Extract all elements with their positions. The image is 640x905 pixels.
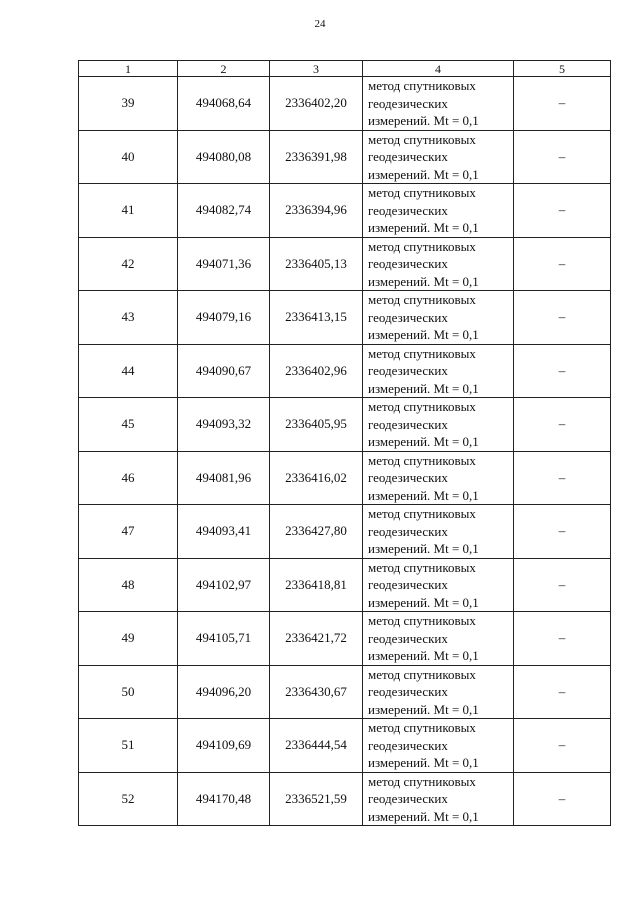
x-coordinate-cell: 494082,74 (178, 184, 270, 238)
method-line: метод спутниковых (368, 613, 476, 628)
y-coordinate-cell: 2336402,96 (270, 344, 363, 398)
x-coordinate-cell: 494093,32 (178, 398, 270, 452)
method-line: геодезических (368, 737, 448, 753)
method-line: измерений. Mt = 0,1 (368, 166, 479, 182)
method-cell (363, 237, 514, 291)
method-cell (363, 451, 514, 505)
point-number-cell: 44 (79, 344, 178, 398)
extra-cell: – (514, 130, 611, 184)
header-col-1: 1 (79, 61, 178, 77)
method-line: метод спутниковых (368, 131, 476, 147)
coordinates-table (78, 60, 611, 826)
method-line: метод спутниковых (368, 559, 476, 575)
method-line: измерений. Mt = 0,1 (368, 273, 479, 289)
y-coordinate-cell: 2336413,15 (270, 291, 363, 345)
method-line: измерений. Mt = 0,1 (368, 434, 479, 449)
method-cell (363, 505, 514, 559)
method-line: геодезических (368, 416, 448, 432)
extra-cell: – (514, 505, 611, 559)
point-number-cell: 48 (79, 558, 178, 612)
method-line: метод спутниковых (368, 773, 476, 789)
extra-cell: – (514, 451, 611, 505)
method-line: геодезических (368, 309, 448, 325)
method-line: метод спутниковых (368, 78, 476, 93)
table-row (79, 612, 611, 666)
table-row (79, 719, 611, 773)
header-row (79, 61, 611, 77)
method-cell (363, 184, 514, 238)
point-number-cell: 43 (79, 291, 178, 345)
method-line: геодезических (368, 684, 448, 699)
point-number-cell: 49 (79, 612, 178, 666)
method-line: метод спутниковых (368, 185, 476, 200)
y-coordinate-cell: 2336421,72 (270, 612, 363, 666)
y-coordinate-cell: 2336521,59 (270, 772, 363, 826)
y-coordinate-cell: 2336418,81 (270, 558, 363, 612)
table-row (79, 77, 611, 131)
point-number-cell: 50 (79, 665, 178, 719)
method-line: геодезических (368, 95, 448, 111)
x-coordinate-cell: 494093,41 (178, 505, 270, 559)
method-line: измерений. Mt = 0,1 (368, 220, 479, 235)
method-line: метод спутниковых (368, 292, 476, 307)
header-col-5: 5 (514, 61, 611, 77)
extra-cell: – (514, 291, 611, 345)
table-row (79, 505, 611, 559)
method-line: измерений. Mt = 0,1 (368, 380, 479, 396)
extra-cell: – (514, 398, 611, 452)
header-col-2: 2 (178, 61, 270, 77)
point-number-cell: 39 (79, 77, 178, 131)
method-line: геодезических (368, 791, 448, 806)
page-number: 24 (314, 18, 326, 30)
table-row (79, 451, 611, 505)
method-line: измерений. Mt = 0,1 (368, 648, 479, 663)
table-row (79, 291, 611, 345)
table-row (79, 558, 611, 612)
method-line: измерений. Mt = 0,1 (368, 541, 479, 556)
method-line: метод спутниковых (368, 399, 476, 414)
extra-cell: – (514, 237, 611, 291)
extra-cell: – (514, 772, 611, 826)
extra-cell: – (514, 612, 611, 666)
point-number-cell: 42 (79, 237, 178, 291)
y-coordinate-cell: 2336430,67 (270, 665, 363, 719)
method-line: измерений. Mt = 0,1 (368, 594, 479, 610)
method-line: геодезических (368, 470, 448, 485)
y-coordinate-cell: 2336391,98 (270, 130, 363, 184)
method-line: геодезических (368, 363, 448, 378)
method-line: измерений. Mt = 0,1 (368, 755, 479, 770)
point-number-cell: 51 (79, 719, 178, 773)
method-line: метод спутниковых (368, 506, 476, 521)
x-coordinate-cell: 494080,08 (178, 130, 270, 184)
y-coordinate-cell: 2336394,96 (270, 184, 363, 238)
table-row (79, 130, 611, 184)
extra-cell: – (514, 184, 611, 238)
method-line: геодезических (368, 577, 448, 592)
table-row (79, 772, 611, 826)
method-line: геодезических (368, 523, 448, 539)
y-coordinate-cell: 2336405,95 (270, 398, 363, 452)
extra-cell: – (514, 665, 611, 719)
y-coordinate-cell: 2336416,02 (270, 451, 363, 505)
y-coordinate-cell: 2336444,54 (270, 719, 363, 773)
method-cell (363, 665, 514, 719)
method-cell (363, 719, 514, 773)
method-line: измерений. Mt = 0,1 (368, 113, 479, 128)
method-line: измерений. Mt = 0,1 (368, 808, 479, 824)
x-coordinate-cell: 494090,67 (178, 344, 270, 398)
table-header (79, 61, 611, 77)
method-line: геодезических (368, 630, 448, 646)
method-line: измерений. Mt = 0,1 (368, 701, 479, 717)
method-cell (363, 344, 514, 398)
method-line: геодезических (368, 256, 448, 271)
x-coordinate-cell: 494109,69 (178, 719, 270, 773)
method-line: геодезических (368, 149, 448, 164)
extra-cell: – (514, 344, 611, 398)
y-coordinate-cell: 2336402,20 (270, 77, 363, 131)
point-number-cell: 47 (79, 505, 178, 559)
method-cell (363, 291, 514, 345)
table-body (79, 77, 611, 826)
y-coordinate-cell: 2336427,80 (270, 505, 363, 559)
method-line: геодезических (368, 202, 448, 218)
method-cell (363, 558, 514, 612)
point-number-cell: 52 (79, 772, 178, 826)
method-cell (363, 398, 514, 452)
table-row (79, 344, 611, 398)
method-line: метод спутниковых (368, 238, 476, 254)
extra-cell: – (514, 77, 611, 131)
x-coordinate-cell: 494071,36 (178, 237, 270, 291)
point-number-cell: 45 (79, 398, 178, 452)
method-cell (363, 612, 514, 666)
method-cell (363, 130, 514, 184)
header-col-3: 3 (270, 61, 363, 77)
x-coordinate-cell: 494102,97 (178, 558, 270, 612)
method-line: метод спутниковых (368, 720, 476, 735)
method-line: измерений. Mt = 0,1 (368, 487, 479, 503)
method-line: метод спутниковых (368, 345, 476, 361)
table-row (79, 237, 611, 291)
x-coordinate-cell: 494081,96 (178, 451, 270, 505)
x-coordinate-cell: 494068,64 (178, 77, 270, 131)
point-number-cell: 40 (79, 130, 178, 184)
x-coordinate-cell: 494096,20 (178, 665, 270, 719)
method-cell (363, 77, 514, 131)
point-number-cell: 41 (79, 184, 178, 238)
method-cell (363, 772, 514, 826)
table-row (79, 398, 611, 452)
extra-cell: – (514, 719, 611, 773)
table-row (79, 665, 611, 719)
extra-cell: – (514, 558, 611, 612)
x-coordinate-cell: 494170,48 (178, 772, 270, 826)
x-coordinate-cell: 494105,71 (178, 612, 270, 666)
method-line: метод спутниковых (368, 452, 476, 468)
header-col-4: 4 (363, 61, 514, 77)
method-line: метод спутниковых (368, 666, 476, 682)
point-number-cell: 46 (79, 451, 178, 505)
y-coordinate-cell: 2336405,13 (270, 237, 363, 291)
table-row (79, 184, 611, 238)
method-line: измерений. Mt = 0,1 (368, 327, 479, 342)
x-coordinate-cell: 494079,16 (178, 291, 270, 345)
